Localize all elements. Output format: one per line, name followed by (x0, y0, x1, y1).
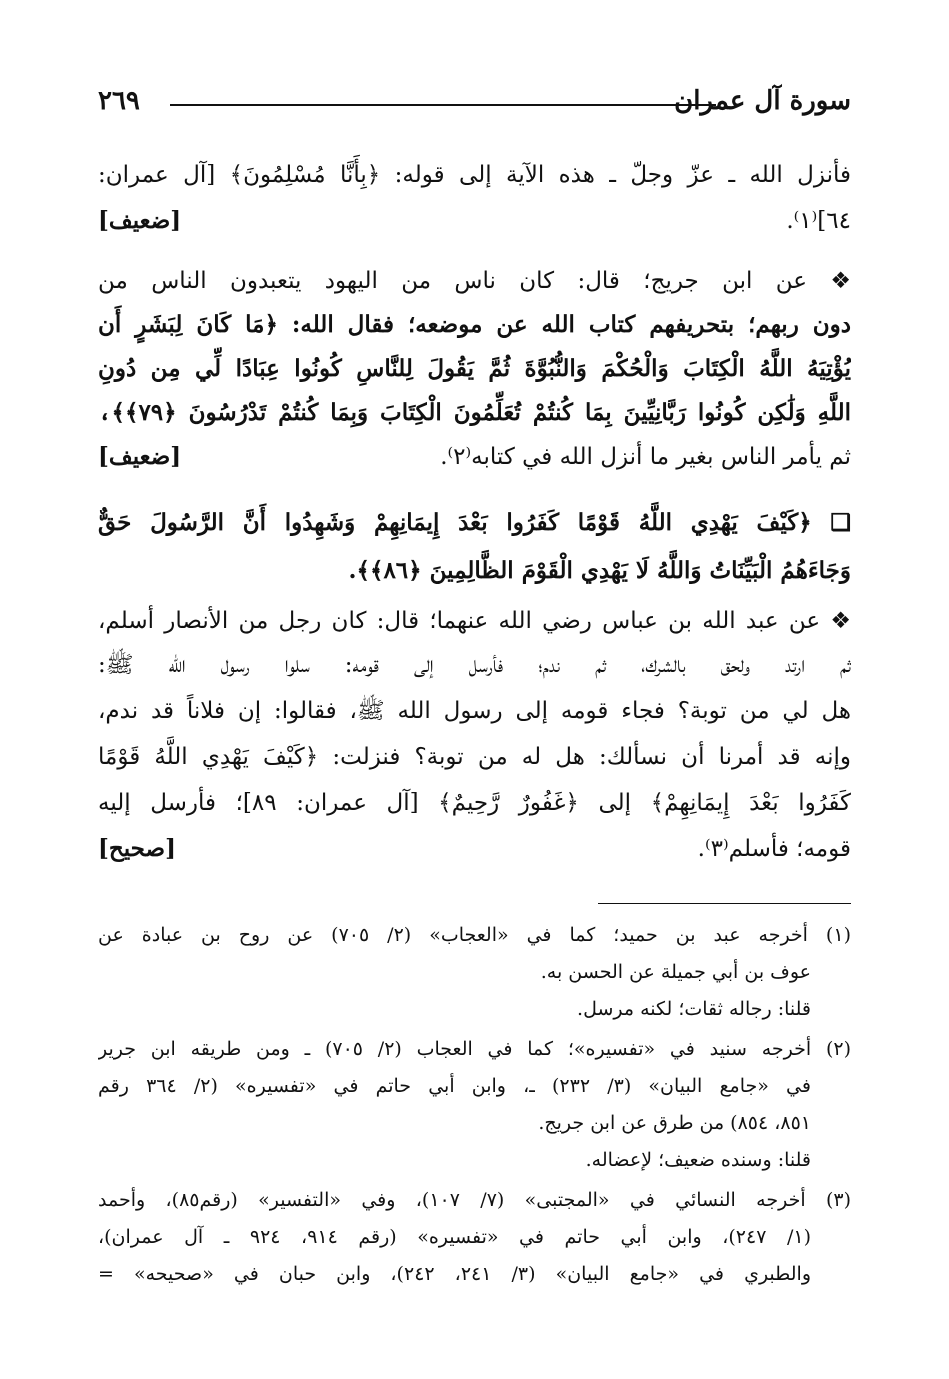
footnote-line: (١/ ٢٤٧)، وابن أبي حاتم في «تفسيره» (رقم ٩١٤، ٩٢٤ ـ آل عمران)، (98, 1226, 811, 1248)
hadith-grade: [ضعيف] (98, 443, 182, 470)
text-line: ❖ عن عبد الله بن عباس رضي الله عنهما؛ قال: كان رجل من الأنصار أسلم، (98, 608, 851, 634)
hadith-grade: [ضعيف] (98, 207, 182, 234)
text-line: ثم ارتد ولحق بالشرك، ثم ندم؛ فأرسل إلى قومه: سلوا رسول الله ﷺ: (98, 652, 851, 678)
footnote-line: والطبري في «جامع البيان» (٣/ ٢٤١، ٢٤٢)، وابن حبان في «صحيحه» = (98, 1263, 811, 1285)
header-rule (170, 104, 716, 106)
footnote-line: ٨٥١، ٨٥٤) من طرق عن ابن جريج. (538, 1112, 811, 1134)
text-line: هل لي من توبة؟ فجاء قومه إلى رسول الله ﷺ، فقالوا: إن فلاناً قد ندم، (98, 698, 851, 724)
page-number: ٢٦٩ (98, 86, 140, 116)
hadith-grade: [صحيح] (98, 835, 176, 862)
footnote-line: قلنا: وسنده ضعيف؛ لإعضاله. (585, 1149, 811, 1171)
text-line: ٦٤]⁽١⁾. (786, 208, 851, 234)
text-line: ثم يأمر الناس بغير ما أنزل الله في كتابه⁽٢⁾. (440, 444, 851, 470)
quran-line: وَجَاءَهُمُ الْبَيِّنَاتُ وَاللَّهُ لَا يَهْدِي الْقَوْمَ الظَّالِمِينَ ﴿٨٦﴾﴾. (348, 557, 851, 584)
text-line: ❖ عن ابن جريج؛ قال: كان ناس من اليهود يتعبدون الناس من (98, 268, 851, 294)
footnote-line: عوف بن أبي جميلة عن الحسن به. (540, 961, 811, 983)
text-line: كَفَرُوا بَعْدَ إِيمَانِهِمْ﴾ إلى ﴿غَفُورٌ رَّحِيمٌ﴾ [آل عمران: ٨٩]؛ فأرسل إليه (98, 790, 851, 816)
quran-line: يُؤْتِيَهُ اللَّهُ الْكِتَابَ وَالْحُكْمَ وَالنُّبُوَّةَ ثُمَّ يَقُولَ لِلنَّاسِ كُونُوا عِبَادًا لِّي مِن دُونِ (98, 355, 851, 382)
text-line: قومه؛ فأسلم⁽٣⁾. (697, 836, 851, 862)
footnote-line: قلنا: رجاله ثقات؛ لكنه مرسل. (577, 998, 811, 1020)
surah-title: سورة آل عمران (674, 86, 851, 116)
quran-line: ❑ ﴿كَيْفَ يَهْدِي اللَّهُ قَوْمًا كَفَرُوا بَعْدَ إِيمَانِهِمْ وَشَهِدُوا أَنَّ الرَّسُولَ حَقٌّ (98, 509, 851, 536)
footnote-line: في «جامع البيان» (٣/ ٢٣٢) ـ، وابن أبي حاتم في «تفسيره» (٢/ ٣٦٤ رقم (98, 1075, 811, 1097)
footnote-line: (٣) أخرجه النسائي في «المجتبى» (٧/ ١٠٧)، وفي «التفسير» (رقم٨٥)، وأحمد (98, 1189, 851, 1211)
quran-line: اللَّهِ وَلَٰكِن كُونُوا رَبَّانِيِّينَ بِمَا كُنتُمْ تُعَلِّمُونَ الْكِتَابَ وَبِمَا كُنتُمْ تَدْرُسُونَ ﴿٧٩﴾﴾، (98, 399, 851, 426)
footnote-line: (٢) أخرجه سنيد في «تفسيره»؛ كما في العجاب (٢/ ٧٠٥) ـ ومن طريقه ابن جرير (98, 1038, 851, 1060)
footnote-line: (١) أخرجه عبد بن حميد؛ كما في «العجاب» (٢/ ٧٠٥) عن روح بن عبادة عن (98, 924, 851, 946)
text-line: فأنزل الله ـ عزّ وجلّ ـ هذه الآية إلى قوله: ﴿بِأَنَّا مُسْلِمُونَ﴾ [آل عمران: (98, 162, 851, 188)
footnote-separator (598, 903, 851, 904)
text-line: دون ربهم؛ بتحريفهم كتاب الله عن موضعه؛ فقال الله: ﴿مَا كَانَ لِبَشَرٍ أَن (98, 311, 851, 338)
text-line: وإنه قد أمرنا أن نسألك: هل له من توبة؟ فنزلت: ﴿كَيْفَ يَهْدِي اللَّهُ قَوْمًا (98, 744, 851, 770)
